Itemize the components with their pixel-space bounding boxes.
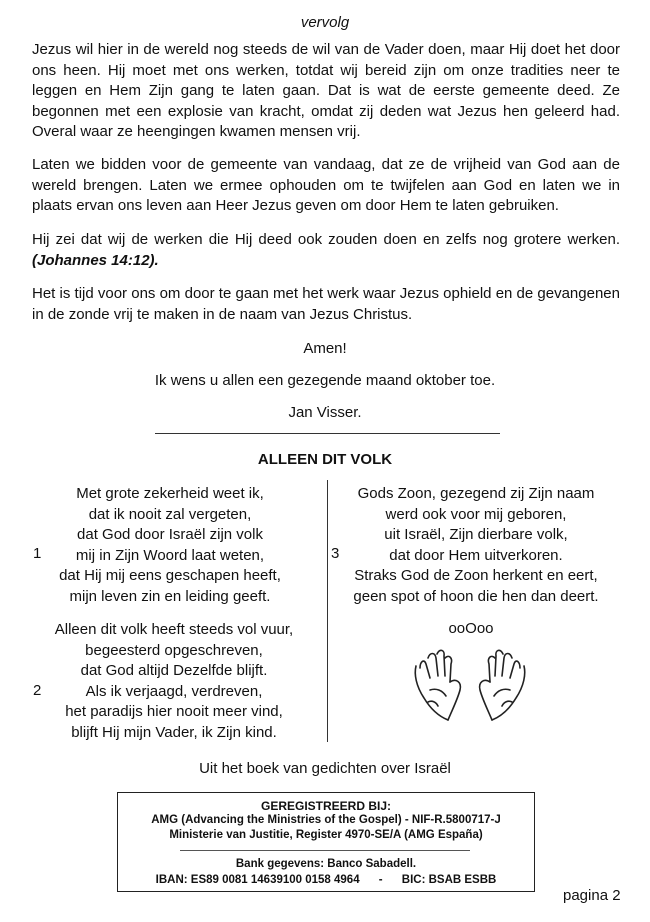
poem-line: Met grote zekerheid weet ik, [76, 485, 264, 502]
poem-line: dat God altijd Dezelfde blijft. [80, 662, 268, 679]
stanza-3-number: 3 [331, 545, 340, 562]
continued-label: vervolg [300, 14, 350, 31]
registration-line: Ministerie van Justitie, Register 4970-SE/A (AMG España) [169, 829, 483, 841]
stanza-2 [24, 620, 324, 743]
poem-line: het paradijs hier nooit meer vind, [65, 703, 283, 720]
bank-details: Bank gegevens: Banco Sabadell. [235, 858, 417, 870]
bible-reference: (Johannes 14:12). [32, 251, 159, 269]
poem-line: Straks God de Zoon herkent en eert, [354, 567, 598, 584]
poem-line: Als ik verjaagd, verdreven, [85, 682, 263, 700]
poem-line: begeesterd opgeschreven, [85, 641, 263, 659]
praying-hands-icon [410, 644, 530, 724]
divider [155, 433, 500, 434]
registration-box [117, 792, 535, 892]
paragraph-3-text: Hij zei dat wij de werken die Hij deed ook zouden doen en zelfs nog grotere werken. [32, 231, 620, 248]
paragraph-3 [32, 230, 620, 271]
poem-line: dat Hij mij eens geschapen heeft, [59, 567, 281, 584]
stanza-2-number: 2 [33, 682, 42, 699]
paragraph-4: Het is tijd voor ons om door te gaan met het werk waar Jezus ophield en de gevangenen in de zonde vrij te maken in de naam van Jezus Christus. [32, 285, 620, 323]
poem-line: dat ik nooit zal vergeten, [88, 505, 252, 523]
poem-line: geen spot of hoon die hen dan deert. [353, 587, 599, 605]
poem-title: ALLEEN DIT VOLK [257, 451, 393, 468]
iban-bic: IBAN: ES89 0081 14639100 0158 4964 - BIC: BSAB ESBB [155, 874, 497, 886]
poem-line: mij in Zijn Woord laat weten, [75, 546, 265, 564]
wish-line: Ik wens u allen een gezegende maand oktober toe. [154, 372, 496, 389]
stanza-1-number: 1 [33, 545, 42, 562]
poem-source: Uit het boek van gedichten over Israël [199, 760, 451, 777]
registration-divider [180, 850, 470, 851]
signature: Jan Visser. [288, 404, 362, 421]
page-number: pagina 2 [563, 887, 621, 904]
poem-line: dat God door Israël zijn volk [77, 526, 263, 543]
amen-line: Amen! [303, 340, 347, 357]
separator-ornament: ooOoo [448, 620, 494, 637]
registration-title: GEREGISTREERD BIJ: [260, 799, 392, 813]
paragraph-1: Jezus wil hier in de wereld nog steeds de wil van de Vader doen, maar Hij doet het door ons heen. Hij moet met ons werken, totdat wij bereid zijn om onze tradities neer te leggen en Hem Zijn gang te laten gaan. Dat is wat de eerste gemeente deed. Ze begonnen met een explosie van kracht, omdat zij deden wat Jezus hen geleerd had. Overal waar ze heengingen kwamen mensen vrij. [32, 41, 620, 140]
poem-line: blijft Hij mijn Vader, ik Zijn kind. [71, 723, 277, 741]
stanza-3 [326, 484, 626, 607]
stanza-1 [20, 484, 320, 607]
registration-line: AMG (Advancing the Ministries of the Gospel) - NIF-R.5800717-J [151, 814, 501, 826]
paragraph-2: Laten we bidden voor de gemeente van vandaag, dat ze de vrijheid van God aan de wereld brengen. Laten we ermee ophouden om te twijfelen aan God en laten we in plaats ervan ons leven aan Heer Jezus geven om door Hem te laten gebruiken. [32, 156, 620, 214]
poem-line: uit Israël, Zijn dierbare volk, [384, 526, 568, 543]
poem-line: Gods Zoon, gezegend zij Zijn naam [357, 485, 595, 502]
poem-line: werd ook voor mij geboren, [385, 505, 567, 523]
poem-line: dat door Hem uitverkoren. [389, 546, 563, 564]
poem-line: Alleen dit volk heeft steeds vol vuur, [54, 621, 294, 638]
poem-line: mijn leven zin en leiding geeft. [69, 587, 271, 605]
